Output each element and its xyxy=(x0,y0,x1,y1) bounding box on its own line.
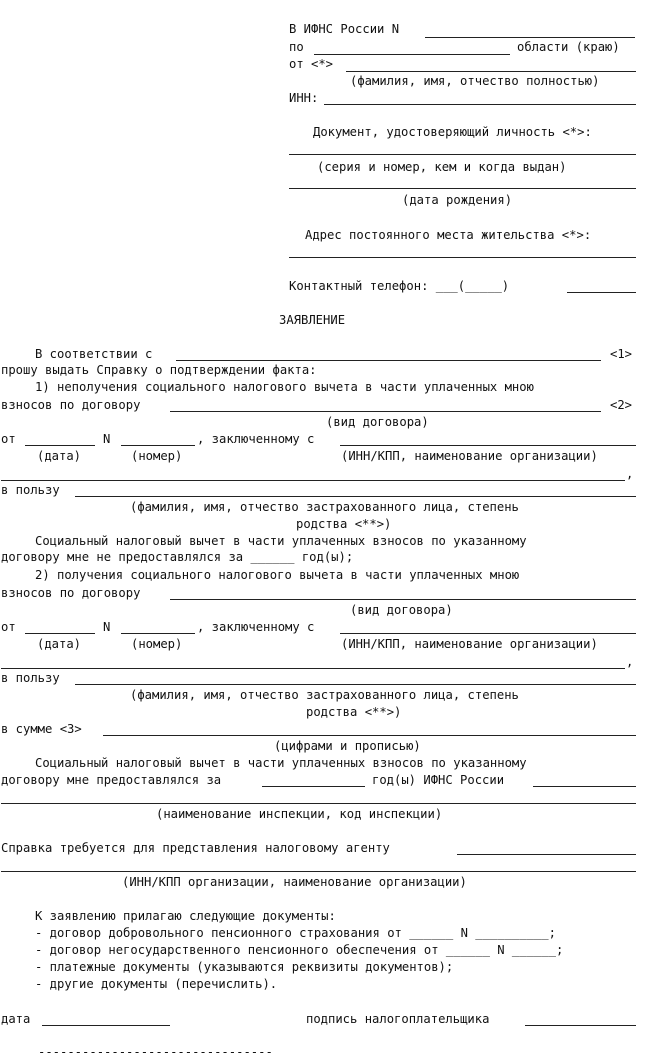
attachment-item: - платежные документы (указываются реквизиты документов); xyxy=(35,960,454,974)
attachment-item: - другие документы (перечислить). xyxy=(35,977,278,991)
item-1-contract-label: взносов по договору xyxy=(1,398,141,412)
contract-type-hint-2: (вид договора) xyxy=(350,603,453,617)
address-label: Адрес постоянного места жительства <*>: xyxy=(305,228,592,242)
date-field-1[interactable] xyxy=(25,445,95,446)
contract-type-hint-1: (вид договора) xyxy=(326,415,429,429)
to-ifns-label: В ИФНС России N xyxy=(289,22,400,36)
tax-agent-continuation-field[interactable] xyxy=(1,871,636,872)
item-1-text: 1) неполучения социального налогового вычета в части уплаченных мною xyxy=(35,380,534,394)
number-field-2[interactable] xyxy=(121,633,195,634)
number-sign-2: N xyxy=(103,620,111,634)
oblast-label: области (краю) xyxy=(517,40,620,54)
date-field-2[interactable] xyxy=(25,633,95,634)
inspection-field[interactable] xyxy=(1,803,636,804)
inn-field[interactable] xyxy=(324,104,636,105)
number-hint-2: (номер) xyxy=(131,637,183,651)
org-continuation-field-2[interactable] xyxy=(1,668,625,669)
ifns-number-field[interactable] xyxy=(425,37,635,38)
org-hint-2: (ИНН/КПП, наименование организации) xyxy=(341,637,598,651)
contract-type-field-1[interactable] xyxy=(170,411,601,412)
deduction-year-field[interactable] xyxy=(262,786,365,787)
fio-field[interactable] xyxy=(346,71,636,72)
date-hint-1: (дата) xyxy=(37,449,82,463)
basis-field[interactable] xyxy=(176,360,601,361)
relation-hint-2: родства <**>) xyxy=(306,705,402,719)
insured-person-field-1[interactable] xyxy=(75,496,636,497)
contract-type-field-2[interactable] xyxy=(170,599,636,600)
amount-hint: (цифрами и прописью) xyxy=(274,739,421,753)
doc-id-label: Документ, удостоверяющий личность <*>: xyxy=(313,125,592,139)
number-field-1[interactable] xyxy=(121,445,195,446)
page-title: ЗАЯВЛЕНИЕ xyxy=(279,313,346,327)
in-accordance-label: В соответствии с xyxy=(35,347,153,361)
comma-1: , xyxy=(626,467,634,481)
birth-hint: (дата рождения) xyxy=(402,193,513,207)
from-label-2: от xyxy=(1,620,16,634)
item-2-contract-label: взносов по договору xyxy=(1,586,141,600)
amount-field[interactable] xyxy=(103,735,636,736)
deduction-text-2a: Социальный налоговый вычет в части уплаченных взносов по указанному xyxy=(35,756,527,770)
from-label-1: от xyxy=(1,432,16,446)
fio-hint: (фамилия, имя, отчество полностью) xyxy=(350,74,600,88)
signature-label: подпись налогоплательщика xyxy=(306,1012,490,1026)
in-favor-label-2: в пользу xyxy=(1,671,60,685)
attachments-intro: К заявлению прилагаю следующие документы: xyxy=(35,909,336,923)
deduction-text-1a: Социальный налоговый вычет в части уплаченных взносов по указанному xyxy=(35,534,527,548)
address-field[interactable] xyxy=(289,257,636,258)
footnote-1: <1> xyxy=(610,347,633,361)
inspection-hint: (наименование инспекции, код инспекции) xyxy=(156,807,443,821)
comma-2: , xyxy=(626,655,634,669)
tax-agent-field[interactable] xyxy=(457,854,636,855)
tax-agent-hint: (ИНН/КПП организации, наименование организации) xyxy=(122,875,467,889)
phone-label: Контактный телефон: ___(_____) xyxy=(289,279,510,293)
doc-id-field[interactable] xyxy=(289,154,636,155)
org-field-2[interactable] xyxy=(340,633,636,634)
region-field[interactable] xyxy=(314,54,510,55)
org-field-1[interactable] xyxy=(340,445,636,446)
date-hint-2: (дата) xyxy=(37,637,82,651)
po-label: по xyxy=(289,40,304,54)
request-text: прошу выдать Справку о подтверждении факта: xyxy=(1,363,317,377)
inn-label: ИНН: xyxy=(289,91,319,105)
deduction-text-2b: договору мне предоставлялся за xyxy=(1,773,222,787)
org-hint-1: (ИНН/КПП, наименование организации) xyxy=(341,449,598,463)
number-hint-1: (номер) xyxy=(131,449,183,463)
phone-field[interactable] xyxy=(567,292,636,293)
date-label: дата xyxy=(1,1012,31,1026)
org-continuation-field-1[interactable] xyxy=(1,480,625,481)
footnote-separator: -------------------------------- xyxy=(38,1045,273,1059)
birth-date-field[interactable] xyxy=(289,188,636,189)
relation-hint-1: родства <**>) xyxy=(296,517,392,531)
attachment-item: - договор негосударственного пенсионного обеспечения от ______ N ______; xyxy=(35,943,564,957)
attachment-item: - договор добровольного пенсионного страхования от ______ N __________; xyxy=(35,926,556,940)
footnote-2: <2> xyxy=(610,398,633,412)
item-2-text: 2) получения социального налогового вычета в части уплаченных мною xyxy=(35,568,520,582)
from-label: от <*> xyxy=(289,57,334,71)
insured-person-field-2[interactable] xyxy=(75,684,636,685)
concluded-with-2: , заключенному с xyxy=(197,620,315,634)
deduction-text-1b: договору мне не предоставлялся за ______ год(ы); xyxy=(1,550,354,564)
certificate-purpose-label: Справка требуется для представления налоговому агенту xyxy=(1,841,390,855)
in-favor-label-1: в пользу xyxy=(1,483,60,497)
signature-field[interactable] xyxy=(525,1025,636,1026)
insured-hint-1: (фамилия, имя, отчество застрахованного лица, степень xyxy=(130,500,519,514)
deduction-text-2c: год(ы) ИФНС России xyxy=(372,773,505,787)
doc-hint: (серия и номер, кем и когда выдан) xyxy=(317,160,567,174)
date-signature-field[interactable] xyxy=(42,1025,170,1026)
amount-label: в сумме <3> xyxy=(1,722,82,736)
number-sign-1: N xyxy=(103,432,111,446)
ifns-field[interactable] xyxy=(533,786,636,787)
concluded-with-1: , заключенному с xyxy=(197,432,315,446)
insured-hint-2: (фамилия, имя, отчество застрахованного лица, степень xyxy=(130,688,519,702)
